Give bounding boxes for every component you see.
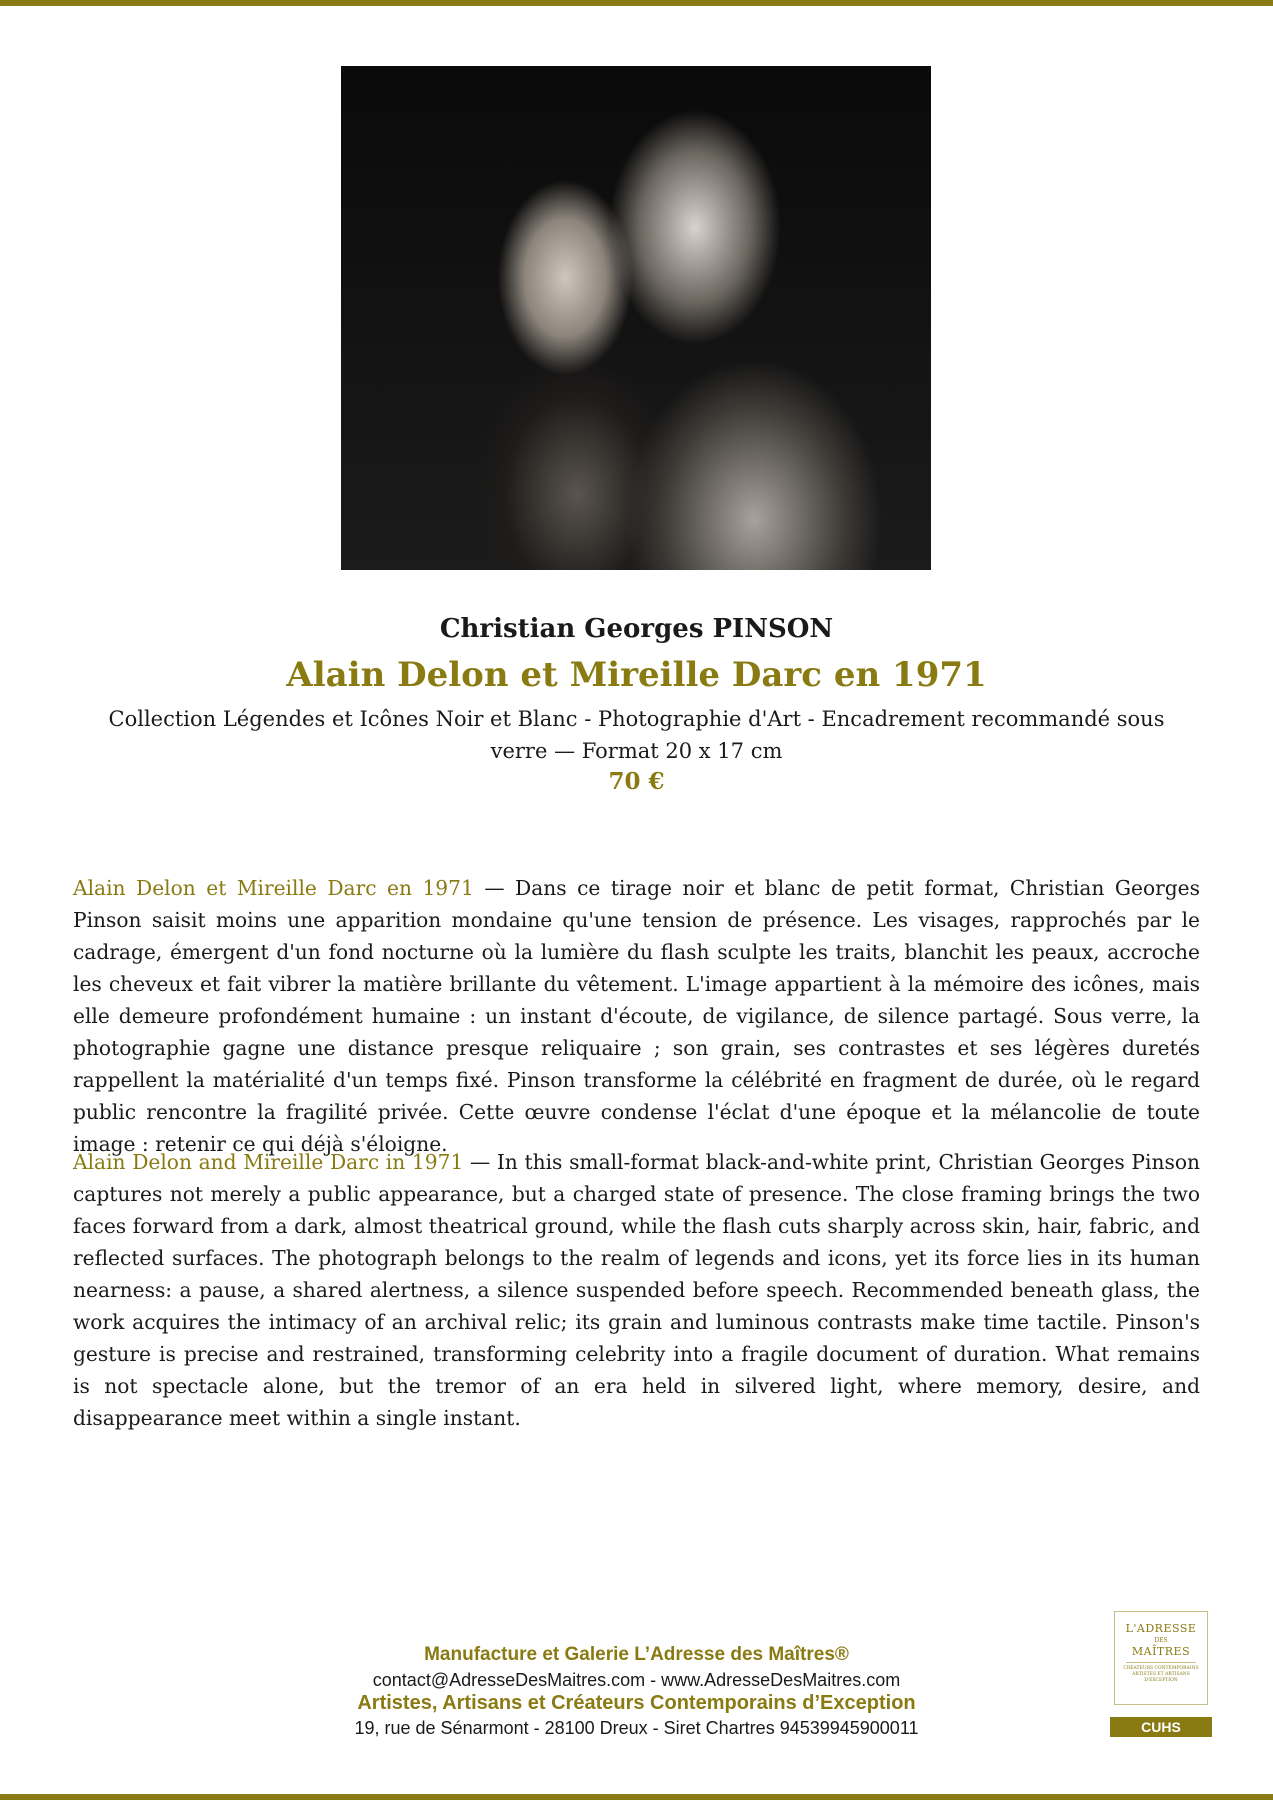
artwork-title: Alain Delon et Mireille Darc en 1971 [286,655,987,695]
footer-gallery-name: Manufacture et Galerie L’Adresse des Maîtres® [424,1644,849,1665]
logo-line-2: DES [1154,1637,1168,1644]
description-english-lead: Alain Delon and Mireille Darc in 1971 [73,1150,464,1174]
footer-address: 19, rue de Sénarmont - 28100 Dreux - Siret Chartres 94539945900011 [354,1718,919,1738]
description-french [73,872,1200,1160]
artwork-subtitle: Collection Légendes et Icônes Noir et Blanc - Photographie d'Art - Encadrement recommandé sous verre — Format 20 x 17 cm [108,707,1165,763]
footer-contact: contact@AdresseDesMaitres.com - www.AdresseDesMaitres.com [372,1670,901,1690]
logo-divider [1126,1662,1196,1663]
artwork-price: 70 € [608,768,665,795]
logo-line-4: CRÉATEURS CONTEMPORAINS ARTISTES ET ARTISANS D'EXCEPTION [1123,1666,1199,1683]
gallery-logo [1114,1611,1208,1705]
description-french-text: — Dans ce tirage noir et blanc de petit format, Christian Georges Pinson saisit moins une apparition mondaine qu'une tension de présence. Les visages, rapprochés par le cadrage, émergent d'un fond nocturne où la lumière du flash sculpte les traits, blanchit les peaux, accroche les cheveux et fait vibrer la matière brillante du vêtement. L'image appartient à la mémoire des icônes, mais elle demeure profondément humaine : un instant d'écoute, de vigilance, de silence partagé. Sous verre, la photographie gagne une distance presque reliquaire ; son grain, ses contrastes et ses légères duretés rappellent la matérialité d'un temps fixé. Pinson transforme la célébrité en fragment de durée, où le regard public rencontre la fragilité privée. Cette œuvre condense l'éclat d'une époque et la mélancolie de toute image : retenir ce qui déjà s'éloigne. [73,876,1200,1156]
description-french-lead: Alain Delon et Mireille Darc en 1971 [73,876,474,900]
artwork-photo [341,66,931,570]
description-english-text: — In this small-format black-and-white print, Christian Georges Pinson captures not merely a public appearance, but a charged state of presence. The close framing brings the two faces forward from a dark, almost theatrical ground, while the flash cuts sharply across skin, hair, fabric, and reflected surfaces. The photograph belongs to the realm of legends and icons, yet its force lies in its human nearness: a pause, a shared alertness, a silence suspended before speech. Recommended beneath glass, the work acquires the intimacy of an archival relic; its grain and luminous contrasts make time tactile. Pinson's gesture is precise and restrained, transforming celebrity into a fragile document of duration. What remains is not spectacle alone, but the tremor of an era held in silvered light, where memory, desire, and disappearance meet within a single instant. [73,1150,1200,1430]
logo-line-1: L'ADRESSE [1125,1622,1197,1635]
top-gold-rule [0,0,1273,6]
footer-tagline: Artistes, Artisans et Créateurs Contemporains d’Exception [357,1692,916,1714]
logo-line-3: MAÎTRES [1131,1645,1191,1658]
artist-name: Christian Georges PINSON [439,614,834,644]
bottom-gold-rule [0,1794,1273,1800]
logo-badge: CUHS [1110,1717,1212,1737]
description-english [73,1146,1200,1434]
